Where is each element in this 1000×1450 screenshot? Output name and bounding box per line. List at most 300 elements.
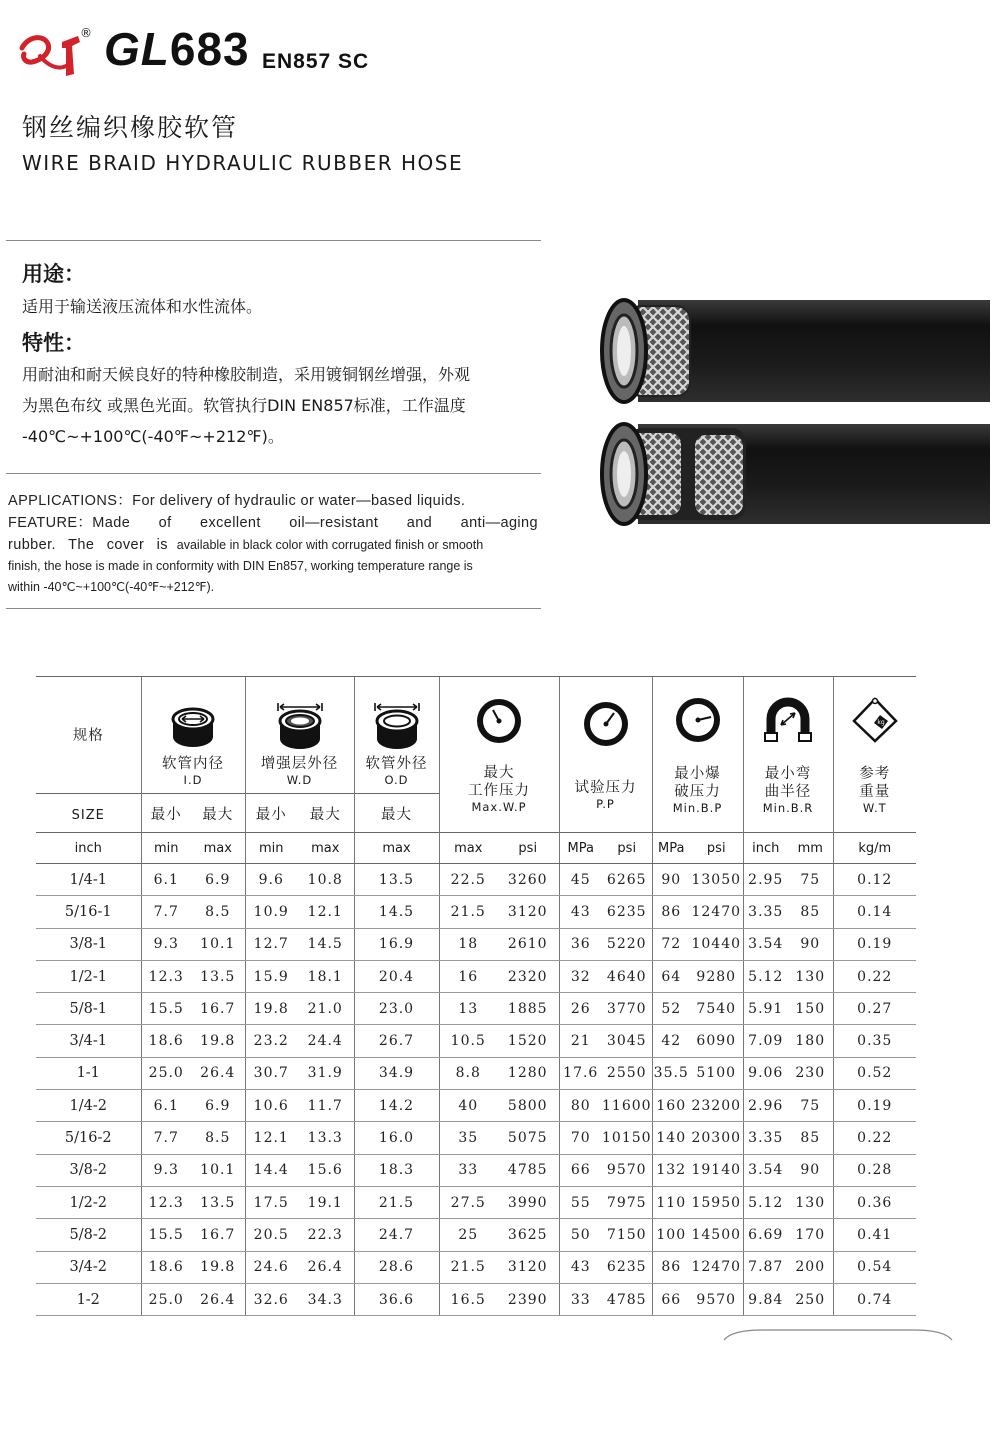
value-cell: 16.7 (191, 993, 245, 1025)
value-cell: 43 (559, 896, 602, 928)
value-cell: 23.0 (354, 993, 439, 1025)
value-cell: 18 (439, 928, 497, 960)
table-row (36, 993, 916, 1025)
value-cell: 45 (559, 864, 602, 896)
usage-text: 适用于输送液压流体和水性流体。 (22, 297, 263, 316)
value-cell: 35.5 (652, 1057, 690, 1089)
value-cell: 2390 (497, 1283, 559, 1315)
value-cell: 9.06 (743, 1057, 788, 1089)
unit-cell: psi (497, 833, 559, 864)
value-cell: 0.74 (833, 1283, 916, 1315)
size-cell: 1/4-2 (36, 1090, 141, 1122)
value-cell: 12.1 (245, 1122, 297, 1154)
value-cell: 10.9 (245, 896, 297, 928)
header-od-max: 最大 (354, 794, 439, 833)
value-cell: 40 (439, 1090, 497, 1122)
value-cell: 12.7 (245, 928, 297, 960)
value-cell: 36.6 (354, 1283, 439, 1315)
value-cell: 3120 (497, 896, 559, 928)
header-od: 软管外径 O.D (354, 677, 439, 794)
value-cell: 33 (559, 1283, 602, 1315)
value-cell: 85 (788, 1122, 833, 1154)
value-cell: 8.5 (191, 896, 245, 928)
feature-word: of (158, 515, 172, 531)
value-cell: 16.7 (191, 1219, 245, 1251)
value-cell: 26.4 (191, 1283, 245, 1315)
value-cell: 3.35 (743, 896, 788, 928)
value-cell: 2.95 (743, 864, 788, 896)
value-cell: 230 (788, 1057, 833, 1089)
unit-cell: min (141, 833, 191, 864)
value-cell: 20.4 (354, 960, 439, 992)
value-cell: 15.6 (297, 1154, 354, 1186)
size-cell: 5/16-2 (36, 1122, 141, 1154)
model-number: 683 (169, 23, 250, 75)
unit-cell: psi (690, 833, 743, 864)
value-cell: 0.19 (833, 1090, 916, 1122)
value-cell: 31.9 (297, 1057, 354, 1089)
table-row (36, 896, 916, 928)
value-cell: 55 (559, 1186, 602, 1218)
value-cell: 20300 (690, 1122, 743, 1154)
feature-line: 用耐油和耐天候良好的特种橡胶制造，采用镀铜钢丝增强，外观 (22, 365, 471, 384)
value-cell: 132 (652, 1154, 690, 1186)
value-cell: 10.8 (297, 864, 354, 896)
value-cell: 9570 (602, 1154, 652, 1186)
value-cell: 16.0 (354, 1122, 439, 1154)
unit-cell: psi (602, 833, 652, 864)
value-cell: 0.12 (833, 864, 916, 896)
value-cell: 11600 (602, 1090, 652, 1122)
value-cell: 80 (559, 1090, 602, 1122)
value-cell: 3770 (602, 993, 652, 1025)
header-wd-min: 最小 (245, 794, 297, 833)
conformity-line: finish, the hose is made in conformity with DIN En857, working temperature range is (8, 559, 473, 573)
value-cell: 7.87 (743, 1251, 788, 1283)
value-cell: 10150 (602, 1122, 652, 1154)
header-pp: 试验压力 P.P (559, 677, 652, 833)
feature-heading: 特性： (22, 331, 85, 355)
value-cell: 0.22 (833, 1122, 916, 1154)
value-cell: 7975 (602, 1186, 652, 1218)
weight-kg-label: kg (877, 718, 885, 726)
unit-cell: max (354, 833, 439, 864)
pressure-gauge-icon (581, 699, 631, 749)
hose-inner-diameter-icon (169, 705, 217, 751)
value-cell: 0.28 (833, 1154, 916, 1186)
value-cell: 140 (652, 1122, 690, 1154)
value-cell: 15.5 (141, 1219, 191, 1251)
unit-cell: mm (788, 833, 833, 864)
table-body (36, 864, 916, 1316)
feature-text (22, 359, 552, 452)
value-cell: 9.3 (141, 928, 191, 960)
decorative-arc (722, 1326, 954, 1342)
value-cell: 17.6 (559, 1057, 602, 1089)
value-cell: 72 (652, 928, 690, 960)
value-cell: 18.6 (141, 1251, 191, 1283)
value-cell: 15.5 (141, 993, 191, 1025)
value-cell: 0.35 (833, 1025, 916, 1057)
table-row (36, 1251, 916, 1283)
feature-word: and (406, 515, 433, 531)
value-cell: 12470 (690, 1251, 743, 1283)
value-cell: 250 (788, 1283, 833, 1315)
value-cell: 9.3 (141, 1154, 191, 1186)
value-cell: 130 (788, 1186, 833, 1218)
value-cell: 26 (559, 993, 602, 1025)
hose-braid-diameter-icon (274, 701, 326, 751)
value-cell: 16 (439, 960, 497, 992)
magnet-bend-icon (763, 695, 813, 745)
value-cell: 2550 (602, 1057, 652, 1089)
value-cell: 2.96 (743, 1090, 788, 1122)
value-cell: 52 (652, 993, 690, 1025)
hose-double-braid (602, 424, 990, 524)
value-cell: 66 (652, 1283, 690, 1315)
unit-cell: MPa (559, 833, 602, 864)
title-english: WIRE BRAID HYDRAULIC RUBBER HOSE (22, 151, 464, 175)
value-cell: 130 (788, 960, 833, 992)
value-cell: 18.3 (354, 1154, 439, 1186)
value-cell: 26.4 (297, 1251, 354, 1283)
value-cell: 200 (788, 1251, 833, 1283)
size-cell: 3/4-2 (36, 1251, 141, 1283)
value-cell: 14.5 (354, 896, 439, 928)
cover-line-end: available in black color with corrugated finish or smooth (176, 538, 484, 552)
standard-label: EN857 SC (262, 50, 370, 73)
size-cell: 1/2-2 (36, 1186, 141, 1218)
header-wp: 最大 工作压力 Max.W.P (439, 677, 559, 833)
value-cell: 18.6 (141, 1025, 191, 1057)
value-cell: 5075 (497, 1122, 559, 1154)
size-cell: 5/16-1 (36, 896, 141, 928)
value-cell: 0.54 (833, 1251, 916, 1283)
size-cell: 1/4-1 (36, 864, 141, 896)
value-cell: 28.6 (354, 1251, 439, 1283)
english-description (8, 490, 538, 598)
specification-table (36, 676, 916, 1316)
value-cell: 50 (559, 1219, 602, 1251)
value-cell: 19.8 (245, 993, 297, 1025)
value-cell: 11.7 (297, 1090, 354, 1122)
header-row-icons (36, 677, 916, 794)
divider-middle (6, 473, 541, 474)
table-row (36, 1025, 916, 1057)
value-cell: 9570 (690, 1283, 743, 1315)
value-cell: 14.5 (297, 928, 354, 960)
header-id-min: 最小 (141, 794, 191, 833)
unit-cell: inch (36, 833, 141, 864)
value-cell: 10.1 (191, 1154, 245, 1186)
value-cell: 14500 (690, 1219, 743, 1251)
value-cell: 0.14 (833, 896, 916, 928)
cover-line-start: rubber. The cover is (8, 537, 168, 553)
value-cell: 5800 (497, 1090, 559, 1122)
value-cell: 5.12 (743, 1186, 788, 1218)
value-cell: 34.3 (297, 1283, 354, 1315)
value-cell: 17.5 (245, 1186, 297, 1218)
value-cell: 75 (788, 864, 833, 896)
value-cell: 160 (652, 1090, 690, 1122)
size-cell: 3/8-1 (36, 928, 141, 960)
value-cell: 6.69 (743, 1219, 788, 1251)
value-cell: 3.54 (743, 1154, 788, 1186)
value-cell: 3990 (497, 1186, 559, 1218)
header-id-max: 最大 (191, 794, 245, 833)
header-wd-max: 最大 (297, 794, 354, 833)
table-row (36, 1122, 916, 1154)
applications-line: APPLICATIONS：For delivery of hydraulic or water—based liquids. (8, 493, 466, 509)
value-cell: 18.1 (297, 960, 354, 992)
table-row (36, 1283, 916, 1315)
feature-line: 为黑色布纹 或黑色光面。软管执行DIN EN857标准，工作温度 (22, 396, 466, 415)
table-row (36, 928, 916, 960)
table-row (36, 960, 916, 992)
value-cell: 13.3 (297, 1122, 354, 1154)
value-cell: 66 (559, 1154, 602, 1186)
cover-line (8, 534, 538, 556)
value-cell: 12.1 (297, 896, 354, 928)
value-cell: 12.3 (141, 960, 191, 992)
value-cell: 0.36 (833, 1186, 916, 1218)
value-cell: 9280 (690, 960, 743, 992)
size-cell: 1-2 (36, 1283, 141, 1315)
value-cell: 24.4 (297, 1025, 354, 1057)
value-cell: 3625 (497, 1219, 559, 1251)
unit-cell: max (191, 833, 245, 864)
value-cell: 16.9 (354, 928, 439, 960)
value-cell: 21.5 (439, 1251, 497, 1283)
pressure-gauge-icon (474, 696, 524, 746)
value-cell: 26.4 (191, 1057, 245, 1089)
value-cell: 13.5 (191, 960, 245, 992)
value-cell: 25 (439, 1219, 497, 1251)
feature-word: FEATURE：Made (8, 515, 131, 531)
unit-cell: max (439, 833, 497, 864)
value-cell: 7.09 (743, 1025, 788, 1057)
value-cell: 0.52 (833, 1057, 916, 1089)
value-cell: 0.22 (833, 960, 916, 992)
value-cell: 19.1 (297, 1186, 354, 1218)
value-cell: 13 (439, 993, 497, 1025)
registered-mark: ® (80, 26, 92, 40)
unit-cell: kg/m (833, 833, 916, 864)
value-cell: 0.19 (833, 928, 916, 960)
table-row (36, 1057, 916, 1089)
value-cell: 15950 (690, 1186, 743, 1218)
table-row (36, 1219, 916, 1251)
temperature-line: within -40℃~+100℃(-40℉~+212℉). (8, 580, 215, 594)
unit-cell: MPa (652, 833, 690, 864)
value-cell: 33 (439, 1154, 497, 1186)
table-row (36, 1186, 916, 1218)
value-cell: 34.9 (354, 1057, 439, 1089)
value-cell: 6.1 (141, 864, 191, 896)
value-cell: 15.9 (245, 960, 297, 992)
value-cell: 6265 (602, 864, 652, 896)
value-cell: 1885 (497, 993, 559, 1025)
value-cell: 1520 (497, 1025, 559, 1057)
value-cell: 7150 (602, 1219, 652, 1251)
value-cell: 180 (788, 1025, 833, 1057)
value-cell: 10.5 (439, 1025, 497, 1057)
value-cell: 4785 (497, 1154, 559, 1186)
value-cell: 12470 (690, 896, 743, 928)
header-br: 最小弯 曲半径 Min.B.R (743, 677, 833, 833)
value-cell: 25.0 (141, 1283, 191, 1315)
value-cell: 24.7 (354, 1219, 439, 1251)
value-cell: 21.5 (354, 1186, 439, 1218)
value-cell: 24.6 (245, 1251, 297, 1283)
value-cell: 32.6 (245, 1283, 297, 1315)
value-cell: 22.3 (297, 1219, 354, 1251)
header-wd: 增强层外径 W.D (245, 677, 354, 794)
value-cell: 6.9 (191, 1090, 245, 1122)
hose-outer-diameter-icon (372, 701, 422, 751)
value-cell: 14.2 (354, 1090, 439, 1122)
value-cell: 5.12 (743, 960, 788, 992)
value-cell: 26.7 (354, 1025, 439, 1057)
value-cell: 20.5 (245, 1219, 297, 1251)
value-cell: 32 (559, 960, 602, 992)
value-cell: 7540 (690, 993, 743, 1025)
header-id: 软管内径 I.D (141, 677, 245, 794)
value-cell: 14.4 (245, 1154, 297, 1186)
value-cell: 10.1 (191, 928, 245, 960)
value-cell: 42 (652, 1025, 690, 1057)
value-cell: 7.7 (141, 896, 191, 928)
size-cell: 3/8-2 (36, 1154, 141, 1186)
value-cell: 86 (652, 1251, 690, 1283)
value-cell: 8.8 (439, 1057, 497, 1089)
value-cell: 8.5 (191, 1122, 245, 1154)
value-cell: 6235 (602, 1251, 652, 1283)
value-cell: 170 (788, 1219, 833, 1251)
divider-top (6, 240, 541, 241)
value-cell: 110 (652, 1186, 690, 1218)
usage-heading: 用途： (22, 262, 85, 286)
value-cell: 25.0 (141, 1057, 191, 1089)
size-cell: 5/8-1 (36, 993, 141, 1025)
value-cell: 10.6 (245, 1090, 297, 1122)
value-cell: 13.5 (354, 864, 439, 896)
table-row (36, 864, 916, 896)
value-cell: 7.7 (141, 1122, 191, 1154)
value-cell: 21 (559, 1025, 602, 1057)
header-row-units (36, 833, 916, 864)
value-cell: 86 (652, 896, 690, 928)
value-cell: 64 (652, 960, 690, 992)
header-spec: 规格 (36, 677, 141, 794)
value-cell: 13.5 (191, 1186, 245, 1218)
value-cell: 4640 (602, 960, 652, 992)
value-cell: 5220 (602, 928, 652, 960)
value-cell: 6.9 (191, 864, 245, 896)
feature-line: -40℃~+100℃(-40℉~+212℉)。 (22, 427, 284, 446)
size-cell: 1-1 (36, 1057, 141, 1089)
title-chinese: 钢丝编织橡胶软管 (22, 113, 239, 142)
size-cell: 3/4-1 (36, 1025, 141, 1057)
table-row (36, 1090, 916, 1122)
model-prefix: GL (104, 23, 170, 75)
model-name (104, 23, 250, 75)
value-cell: 22.5 (439, 864, 497, 896)
feature-word: oil—resistant (289, 515, 379, 531)
value-cell: 150 (788, 993, 833, 1025)
header-bp: 最小爆 破压力 Min.B.P (652, 677, 743, 833)
header-wt: kg 参考 重量 W.T (833, 677, 916, 833)
value-cell: 3260 (497, 864, 559, 896)
value-cell: 70 (559, 1122, 602, 1154)
value-cell: 1280 (497, 1057, 559, 1089)
value-cell: 90 (788, 928, 833, 960)
unit-cell: max (297, 833, 354, 864)
divider-bottom (6, 608, 541, 609)
header-size: SIZE (36, 794, 141, 833)
value-cell: 2320 (497, 960, 559, 992)
value-cell: 9.84 (743, 1283, 788, 1315)
value-cell: 30.7 (245, 1057, 297, 1089)
value-cell: 0.41 (833, 1219, 916, 1251)
weight-kg-icon (850, 695, 900, 745)
value-cell: 10440 (690, 928, 743, 960)
value-cell: 23200 (690, 1090, 743, 1122)
value-cell: 85 (788, 896, 833, 928)
feature-word: anti—aging (460, 515, 538, 531)
value-cell: 75 (788, 1090, 833, 1122)
value-cell: 19.8 (191, 1251, 245, 1283)
value-cell: 3045 (602, 1025, 652, 1057)
value-cell: 6090 (690, 1025, 743, 1057)
value-cell: 6.1 (141, 1090, 191, 1122)
value-cell: 13050 (690, 864, 743, 896)
value-cell: 4785 (602, 1283, 652, 1315)
unit-cell: min (245, 833, 297, 864)
value-cell: 100 (652, 1219, 690, 1251)
value-cell: 6235 (602, 896, 652, 928)
value-cell: 16.5 (439, 1283, 497, 1315)
value-cell: 0.27 (833, 993, 916, 1025)
feature-word: excellent (199, 515, 261, 531)
unit-cell: inch (743, 833, 788, 864)
value-cell: 19.8 (191, 1025, 245, 1057)
value-cell: 5.91 (743, 993, 788, 1025)
value-cell: 23.2 (245, 1025, 297, 1057)
value-cell: 3.54 (743, 928, 788, 960)
value-cell: 27.5 (439, 1186, 497, 1218)
hose-cutaway-icon (598, 292, 990, 532)
value-cell: 2610 (497, 928, 559, 960)
value-cell: 90 (788, 1154, 833, 1186)
value-cell: 36 (559, 928, 602, 960)
value-cell: 90 (652, 864, 690, 896)
size-cell: 1/2-1 (36, 960, 141, 992)
value-cell: 5100 (690, 1057, 743, 1089)
value-cell: 3120 (497, 1251, 559, 1283)
value-cell: 9.6 (245, 864, 297, 896)
value-cell: 19140 (690, 1154, 743, 1186)
value-cell: 21.0 (297, 993, 354, 1025)
value-cell: 35 (439, 1122, 497, 1154)
pressure-gauge-icon (673, 695, 723, 745)
feature-en-line (8, 512, 538, 534)
hose-single-braid (602, 300, 990, 402)
value-cell: 12.3 (141, 1186, 191, 1218)
table-row (36, 1154, 916, 1186)
size-cell: 5/8-2 (36, 1219, 141, 1251)
value-cell: 43 (559, 1251, 602, 1283)
